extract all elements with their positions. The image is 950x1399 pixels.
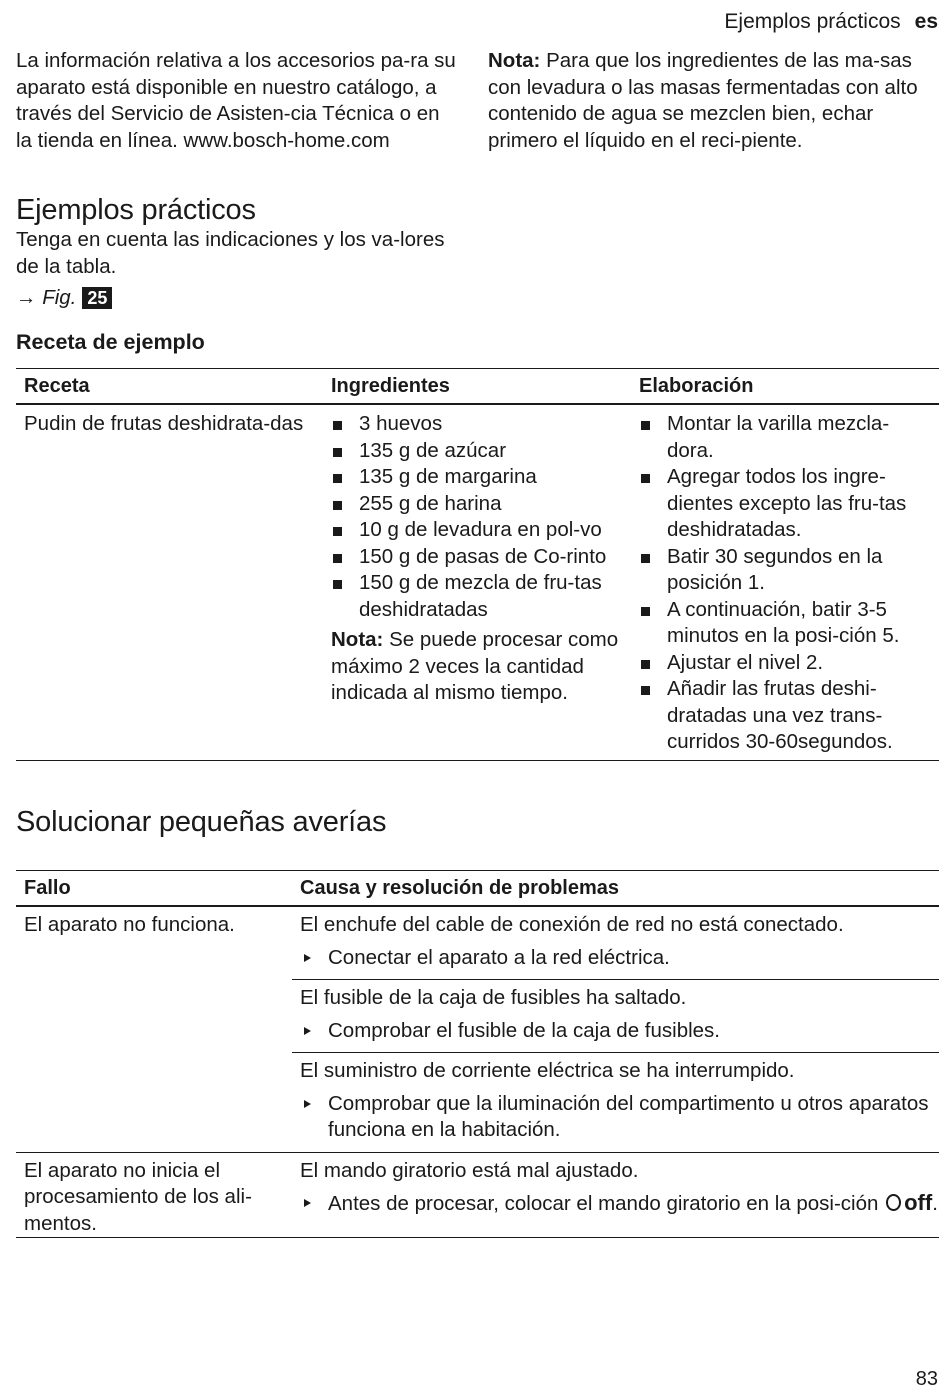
cause-text: El suministro de corriente eléctrica se ha interrumpido. (300, 1059, 795, 1082)
step-item: Agregar todos los ingre-dientes excepto las fru-tas deshidratadas. (639, 464, 935, 544)
quantity-note (331, 627, 625, 707)
ingredient-item: 150 g de pasas de Co-rinto (331, 544, 625, 571)
left-column (16, 48, 456, 355)
troubleshooting-heading: Solucionar pequeñas averías (16, 806, 387, 838)
cause-block (292, 1053, 939, 1152)
running-header (724, 10, 938, 34)
step-item: Añadir las frutas deshi-dratadas una vez trans-curridos 30-60segundos. (639, 676, 935, 756)
header-cause: Causa y resolución de problemas (300, 876, 619, 899)
recipe-table-header (16, 369, 939, 405)
cause-text: El fusible de la caja de fusibles ha saltado. (300, 986, 687, 1009)
cause-text: El mando giratorio está mal ajustado. (300, 1158, 639, 1182)
action-text-start: Antes de procesar, colocar el mando giratorio en la posi-ción (328, 1192, 885, 1215)
page-number: 83 (915, 1368, 938, 1390)
fault-text: El aparato no inicia el procesamiento de los ali-mentos. (24, 1158, 252, 1235)
right-column (488, 48, 933, 154)
ingredients-list (331, 411, 625, 623)
language-code: es (914, 10, 938, 33)
examples-heading: Ejemplos prácticos (16, 194, 256, 226)
cause-block (292, 907, 939, 980)
action-text-end: . (932, 1192, 938, 1215)
ingredient-item: 150 g de mezcla de fru-tas deshidratadas (331, 570, 625, 623)
step-item: Ajustar el nivel 2. (639, 650, 935, 677)
quantity-note-label: Nota: (331, 628, 384, 651)
ingredients-cell (323, 411, 631, 756)
ingredient-item: 255 g de harina (331, 491, 625, 518)
causes-cell (292, 1153, 939, 1238)
header-title: Ejemplos prácticos (724, 10, 901, 33)
cause-text: El enchufe del cable de conexión de red no está conectado. (300, 913, 844, 936)
causes-cell (292, 907, 939, 1152)
troubleshooting-table (16, 870, 939, 1238)
step-item: Montar la varilla mezcla-dora. (639, 411, 935, 464)
action-text: Comprobar el fusible de la caja de fusibles. (300, 1018, 939, 1045)
action-text: Comprobar que la iluminación del compartimento u otros aparatos funciona en la habitación. (300, 1091, 939, 1144)
troubleshooting-header (16, 871, 939, 907)
header-preparation: Elaboración (639, 374, 754, 397)
recipe-subheading: Receta de ejemplo (16, 330, 205, 354)
examples-text: Tenga en cuenta las indicaciones y los va-lores de la tabla. (16, 228, 445, 278)
ingredient-item: 135 g de azúcar (331, 438, 625, 465)
off-label: off (904, 1190, 933, 1215)
action-text (300, 1190, 939, 1218)
fault-text: El aparato no funciona. (24, 913, 235, 936)
step-item: Batir 30 segundos en la posición 1. (639, 544, 935, 597)
note-text: Para que los ingredientes de las ma-sas con levadura o las masas fermentadas con alto contenido de agua se mezclen bien, echar primero el líquido en el reci-piente. (488, 49, 918, 152)
note-paragraph (488, 48, 933, 154)
recipe-row (16, 405, 939, 760)
header-ingredients: Ingredientes (331, 374, 450, 397)
figure-number-badge: 25 (82, 287, 112, 309)
quantity-note-text: Se puede procesar como máximo 2 veces la cantidad indicada al mismo tiempo. (331, 628, 619, 704)
preparation-cell (631, 411, 939, 756)
steps-list (639, 411, 935, 756)
header-fault: Fallo (24, 876, 71, 899)
ingredient-item: 135 g de margarina (331, 464, 625, 491)
recipe-name: Pudin de frutas deshidrata-das (24, 412, 304, 435)
note-label: Nota: (488, 49, 541, 72)
ingredient-item: 10 g de levadura en pol-vo (331, 517, 625, 544)
action-text: Conectar el aparato a la red eléctrica. (300, 945, 939, 972)
step-item: A continuación, batir 3-5 minutos en la posi-ción 5. (639, 597, 935, 650)
fault-row (16, 1153, 939, 1239)
header-recipe: Receta (24, 374, 90, 397)
cause-block (292, 980, 939, 1053)
figure-reference (16, 286, 456, 310)
off-symbol-icon (886, 1194, 901, 1211)
accessories-paragraph: La información relativa a los accesorios pa-ra su aparato está disponible en nuestro catálogo, a través del Servicio de Asisten-cia Técnica o en la tienda en línea. www.bosch-home.com (16, 49, 456, 152)
recipe-table (16, 368, 939, 761)
ingredient-item: 3 huevos (331, 411, 625, 438)
cause-block (292, 1153, 939, 1226)
fault-row (16, 907, 939, 1153)
figure-prefix: → Fig. (16, 286, 77, 309)
